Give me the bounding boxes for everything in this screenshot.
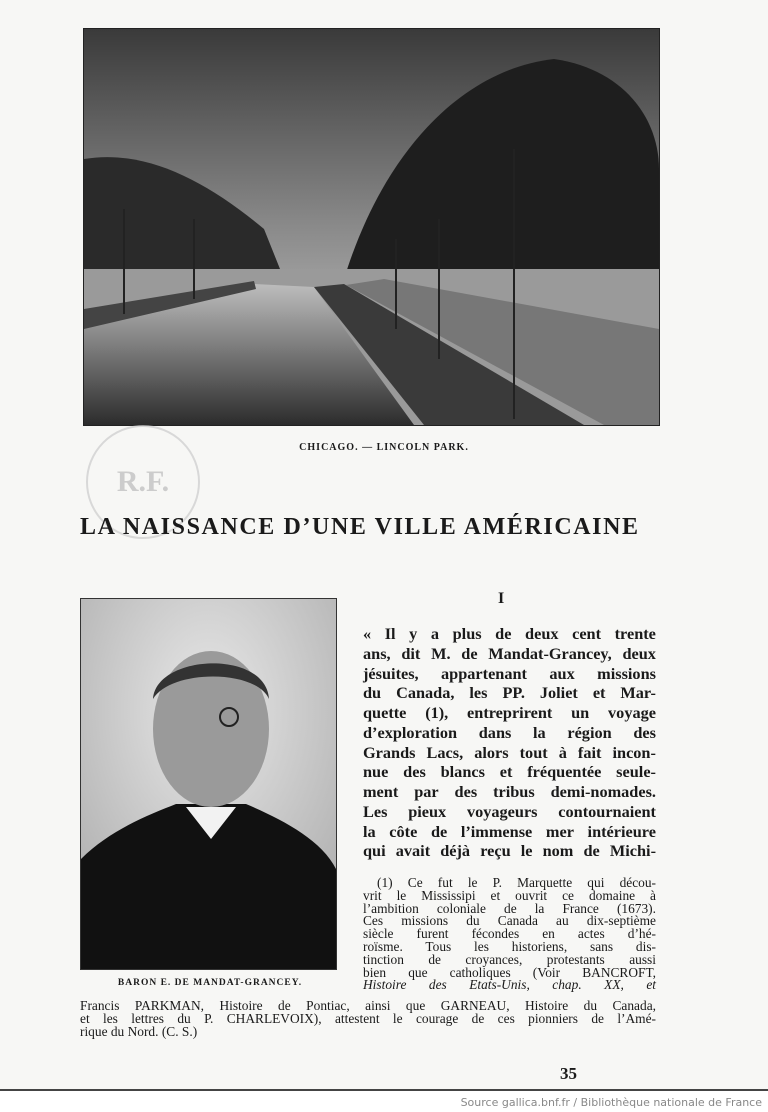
- word: de: [461, 643, 478, 663]
- word: aux: [549, 663, 575, 683]
- word: des: [633, 722, 656, 742]
- word: appartenant: [441, 663, 527, 683]
- word: (1),: [425, 703, 449, 722]
- word: trente: [614, 624, 656, 643]
- word: ment: [363, 782, 399, 801]
- word: deux: [622, 643, 656, 663]
- footnote-column: [363, 877, 656, 992]
- word: qui: [363, 841, 386, 861]
- stamp-text: R.F.: [116, 465, 170, 498]
- footnote-line: tinction de croyances, protestants aussi: [363, 951, 656, 967]
- body-line: [363, 822, 656, 842]
- word: alors: [474, 742, 509, 762]
- word: jésuites,: [363, 663, 419, 683]
- word: mer: [545, 821, 574, 841]
- body-line: [363, 644, 656, 664]
- page-number: 35: [560, 1064, 577, 1083]
- word: des: [454, 782, 478, 801]
- word: fréquentée: [527, 762, 602, 782]
- word: nom: [542, 841, 574, 861]
- word: tribus: [493, 782, 535, 801]
- body-line: [363, 723, 656, 743]
- word: de: [583, 841, 600, 861]
- body-line: [363, 703, 656, 723]
- footnote-line: et les lettres du P. CHARLEVOIX), attestent le courage de ces pionniers de l’Amé-: [80, 1010, 656, 1026]
- word: de: [430, 821, 448, 841]
- word: Les: [363, 801, 388, 821]
- word: a: [430, 624, 440, 643]
- word: de: [495, 624, 512, 643]
- word: la: [533, 722, 546, 742]
- word: voyageurs: [466, 801, 538, 821]
- footnote-line: siècle furent fécondes en actes d’hé-: [363, 926, 656, 942]
- word: Il: [384, 624, 396, 643]
- word: du: [363, 683, 382, 703]
- word: Lacs,: [426, 742, 464, 762]
- word: incon-: [612, 742, 656, 762]
- word: contournaient: [558, 801, 656, 821]
- article-body: [363, 624, 656, 861]
- footnote-wide: [80, 1000, 656, 1038]
- word: quette: [363, 703, 407, 722]
- word: Canada,: [396, 683, 455, 703]
- word: demi-nomades.: [550, 782, 656, 801]
- word: Grands: [363, 742, 416, 762]
- word: missions: [597, 663, 656, 683]
- lincoln-park-engraving: [83, 28, 660, 426]
- body-line: [363, 762, 656, 782]
- word: côte: [389, 821, 418, 841]
- word: par: [414, 782, 439, 801]
- word: y: [409, 624, 418, 643]
- word: tout: [519, 742, 548, 762]
- illustration-caption: CHICAGO. — LINCOLN PARK.: [299, 442, 469, 453]
- footnote-line: (1) Ce fut le P. Marquette qui décou-: [377, 875, 656, 890]
- footnote-line: Ces missions du Canada au dix-septième: [363, 913, 656, 929]
- footnote-line: Francis PARKMAN, Histoire de Pontiac, ainsi que GARNEAU, Histoire du Canada,: [80, 998, 656, 1013]
- word: deux: [525, 624, 559, 643]
- word: ans,: [363, 643, 391, 663]
- word: l’immense: [460, 821, 533, 841]
- word: nue: [363, 762, 389, 782]
- word: à: [558, 742, 567, 762]
- body-line: [363, 624, 656, 644]
- body-line: [363, 802, 656, 822]
- footnote-line: bien que catholiques (Voir BANCROFT,: [363, 964, 656, 980]
- portrait-photo: [80, 598, 337, 970]
- word: d’exploration: [363, 722, 458, 742]
- word: dans: [478, 722, 512, 742]
- footnote-line: roïsme. Tous les historiens, sans dis-: [363, 938, 656, 954]
- word: avait: [395, 841, 431, 861]
- footnote-line: Histoire des Etats-Unis, chap. XX, et: [363, 977, 656, 993]
- word: Mar-: [620, 683, 656, 703]
- footnote-line: rique du Nord. (C. S.): [80, 1023, 198, 1039]
- body-line: [363, 664, 656, 684]
- word: fait: [577, 742, 602, 762]
- word: déjà: [440, 841, 471, 861]
- footnote-line: vrit le Mississipi et ouvrit ce domaine à: [363, 887, 656, 903]
- word: dit: [401, 643, 421, 663]
- word: Michi-: [609, 841, 656, 861]
- body-line: [363, 782, 656, 802]
- word: des: [403, 762, 426, 782]
- word: la: [363, 821, 376, 841]
- word: un: [571, 703, 590, 722]
- footer-divider: [0, 1089, 768, 1091]
- word: le: [520, 841, 533, 861]
- word: et: [592, 683, 606, 703]
- article-title: LA NAISSANCE D’UNE VILLE AMÉRICAINE: [80, 514, 640, 540]
- section-number: I: [498, 590, 505, 607]
- footnote-line: l’ambition coloniale de la France (1673).: [363, 900, 656, 916]
- word: blancs: [440, 762, 485, 782]
- portrait-caption: BARON E. DE MANDAT-GRANCEY.: [117, 978, 303, 988]
- word: plus: [452, 624, 482, 643]
- body-line: [363, 683, 656, 703]
- word: les: [469, 683, 488, 703]
- word: et: [499, 762, 513, 782]
- word: reçu: [480, 841, 511, 861]
- word: intérieure: [587, 821, 656, 841]
- word: pieux: [408, 801, 447, 821]
- word: PP.: [502, 683, 525, 703]
- word: «: [363, 624, 372, 643]
- body-line: [363, 743, 656, 763]
- word: région: [567, 722, 612, 742]
- word: Joliet: [539, 683, 578, 703]
- word: voyage: [608, 703, 656, 722]
- word: Mandat-Grancey,: [488, 643, 612, 663]
- word: seule-: [616, 762, 656, 782]
- source-credit: Source gallica.bnf.fr / Bibliothèque nationale de France: [460, 1096, 762, 1109]
- word: M.: [431, 643, 451, 663]
- body-line: [363, 841, 656, 861]
- word: entreprirent: [467, 703, 553, 722]
- word: cent: [572, 624, 602, 643]
